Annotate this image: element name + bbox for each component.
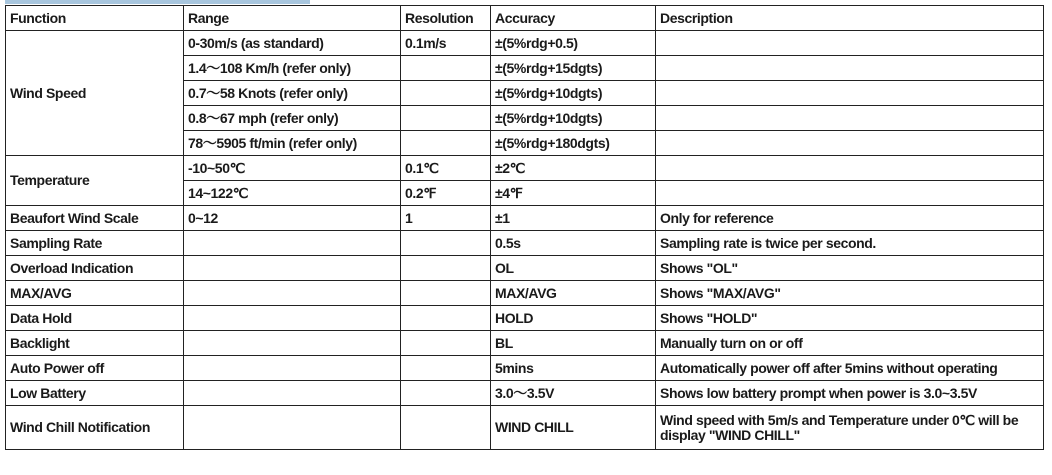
function-cell: Temperature [6,156,184,206]
header-accuracy: Accuracy [491,6,656,31]
header-resolution: Resolution [401,6,491,31]
function-cell: Wind Chill Notification [6,406,184,450]
range-cell: 1.4～108 Km/h (refer only) [184,56,401,81]
range-cell [184,406,401,450]
resolution-cell: 0.1℃ [401,156,491,181]
description-cell: Shows "HOLD" [656,306,1044,331]
table-row [6,356,1044,381]
accuracy-cell: OL [491,256,656,281]
table-row [6,206,1044,231]
description-cell: Shows "MAX/AVG" [656,281,1044,306]
description-cell [656,181,1044,206]
range-cell [184,306,401,331]
specifications-table [5,5,1044,450]
accuracy-cell: 0.5s [491,231,656,256]
function-cell: Auto Power off [6,356,184,381]
accuracy-cell: ±(5%rdg+180dgts) [491,131,656,156]
resolution-cell [401,406,491,450]
accuracy-cell: HOLD [491,306,656,331]
description-cell [656,56,1044,81]
resolution-cell [401,131,491,156]
range-cell: -10~50℃ [184,156,401,181]
description-cell [656,81,1044,106]
resolution-cell [401,56,491,81]
range-cell: 0.7～58 Knots (refer only) [184,81,401,106]
description-cell: Shows "OL" [656,256,1044,281]
header-description: Description [656,6,1044,31]
accuracy-cell: 5mins [491,356,656,381]
function-cell: Low Battery [6,381,184,406]
accuracy-cell: MAX/AVG [491,281,656,306]
accuracy-cell: ±(5%rdg+15dgts) [491,56,656,81]
function-cell: Backlight [6,331,184,356]
accuracy-cell: 3.0～3.5V [491,381,656,406]
table-row [6,281,1044,306]
resolution-cell [401,356,491,381]
top-accent-bar [5,0,310,4]
range-cell: 0-30m/s (as standard) [184,31,401,56]
accuracy-cell: ±(5%rdg+10dgts) [491,106,656,131]
function-cell: MAX/AVG [6,281,184,306]
resolution-cell [401,106,491,131]
resolution-cell [401,306,491,331]
function-cell: Wind Speed [6,31,184,156]
accuracy-cell: ±(5%rdg+0.5) [491,31,656,56]
description-cell [656,31,1044,56]
description-cell: Wind speed with 5m/s and Temperature under 0℃ will be display "WIND CHILL" [656,406,1044,450]
accuracy-cell: ±1 [491,206,656,231]
function-cell: Overload Indication [6,256,184,281]
header-range: Range [184,6,401,31]
table-row [6,256,1044,281]
table-row [6,306,1044,331]
range-cell: 0.8～67 mph (refer only) [184,106,401,131]
resolution-cell [401,231,491,256]
range-cell [184,281,401,306]
resolution-cell [401,281,491,306]
description-cell [656,106,1044,131]
description-cell: Sampling rate is twice per second. [656,231,1044,256]
accuracy-cell: BL [491,331,656,356]
function-cell: Beaufort Wind Scale [6,206,184,231]
range-cell: 78～5905 ft/min (refer only) [184,131,401,156]
description-cell: Automatically power off after 5mins without operating [656,356,1044,381]
range-cell [184,331,401,356]
header-function: Function [6,6,184,31]
table-row [6,31,1044,56]
header-row [6,6,1044,31]
accuracy-cell: ±4℉ [491,181,656,206]
function-cell: Data Hold [6,306,184,331]
range-cell [184,256,401,281]
resolution-cell: 0.2℉ [401,181,491,206]
range-cell: 14~122℃ [184,181,401,206]
resolution-cell: 1 [401,206,491,231]
description-cell [656,156,1044,181]
range-cell [184,231,401,256]
resolution-cell [401,256,491,281]
description-cell: Shows low battery prompt when power is 3.0~3.5V [656,381,1044,406]
resolution-cell [401,381,491,406]
table-row [6,231,1044,256]
accuracy-cell: ±2℃ [491,156,656,181]
resolution-cell: 0.1m/s [401,31,491,56]
range-cell [184,381,401,406]
table-row [6,331,1044,356]
resolution-cell [401,331,491,356]
range-cell [184,356,401,381]
range-cell: 0~12 [184,206,401,231]
accuracy-cell: ±(5%rdg+10dgts) [491,81,656,106]
table-row [6,406,1044,450]
description-cell [656,131,1044,156]
table-row [6,156,1044,181]
resolution-cell [401,81,491,106]
description-cell: Only for reference [656,206,1044,231]
table-row [6,381,1044,406]
accuracy-cell: WIND CHILL [491,406,656,450]
function-cell: Sampling Rate [6,231,184,256]
description-cell: Manually turn on or off [656,331,1044,356]
